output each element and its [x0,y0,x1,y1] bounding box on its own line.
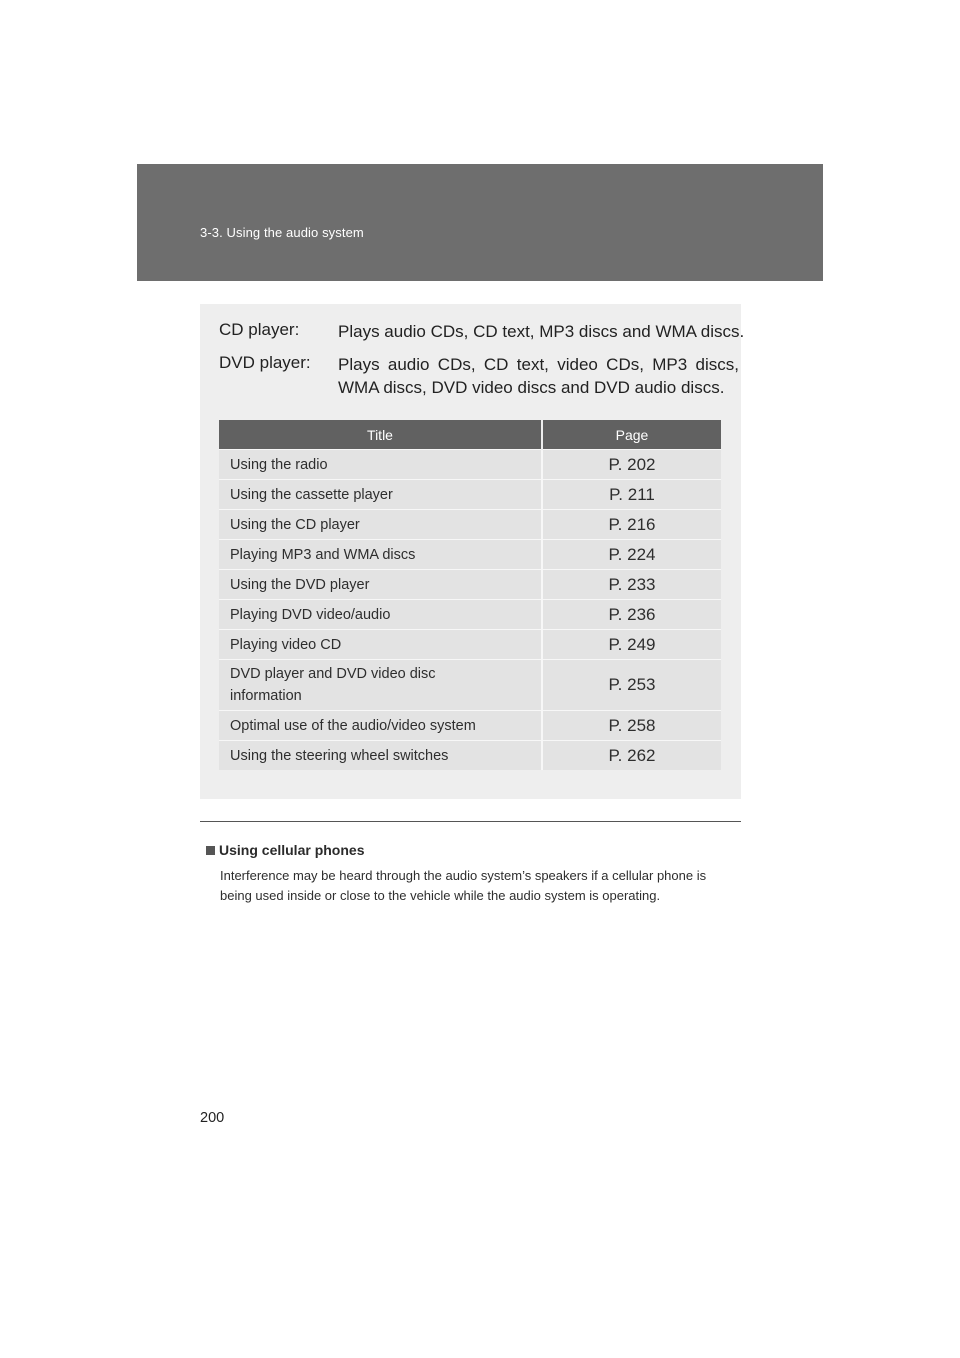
table-row [219,510,721,540]
section-divider [200,821,741,822]
row-title: Using the CD player [219,510,542,540]
table-row [219,741,721,771]
row-page-reference: P. 211 [542,480,721,510]
row-page-reference: P. 216 [542,510,721,540]
row-title: Playing MP3 and WMA discs [219,540,542,570]
table-row [219,450,721,480]
section-header-band [137,164,823,281]
table-row [219,570,721,600]
table-row [219,711,721,741]
row-title: Using the cassette player [219,480,542,510]
row-title: Playing DVD video/audio [219,600,542,630]
row-title: Playing video CD [219,630,542,660]
row-page-reference: P. 202 [542,450,721,480]
row-title: DVD player and DVD video disc information [219,660,542,711]
reference-table [219,420,721,770]
row-page-reference: P. 249 [542,630,721,660]
table-row [219,600,721,630]
note-heading-text: Using cellular phones [219,842,365,858]
row-page-reference: P. 236 [542,600,721,630]
row-title: Using the radio [219,450,542,480]
table-row [219,630,721,660]
row-title: Using the steering wheel switches [219,741,542,771]
description-label: DVD player: [219,353,311,372]
row-page-reference: P. 262 [542,741,721,771]
audio-info-box [200,304,745,799]
description-text: Plays audio CDs, CD text, MP3 discs and WMA discs. [338,322,745,341]
table-header-row [219,420,721,450]
column-header-title: Title [219,420,542,450]
row-title: Using the DVD player [219,570,542,600]
table-row [219,480,721,510]
note-body: Interference may be heard through the audio system’s speakers if a cellular phone is being used inside or close to the vehicle while the audio system is operating. [220,868,707,903]
section-title: 3-3. Using the audio system [200,225,364,240]
column-header-page: Page [542,420,721,450]
row-page-reference: P. 224 [542,540,721,570]
note-heading [206,842,364,858]
description-text: Plays audio CDs, CD text, video CDs, MP3 discs, WMA discs, DVD video discs and DVD audio discs. [338,355,739,397]
row-page-reference: P. 253 [542,660,721,711]
description-label: CD player: [219,320,300,339]
table-row [219,540,721,570]
row-title: Optimal use of the audio/video system [219,711,542,741]
table-row [219,660,721,711]
row-page-reference: P. 233 [542,570,721,600]
square-bullet-icon [206,846,215,855]
row-page-reference: P. 258 [542,711,721,741]
page-number: 200 [200,1110,225,1126]
